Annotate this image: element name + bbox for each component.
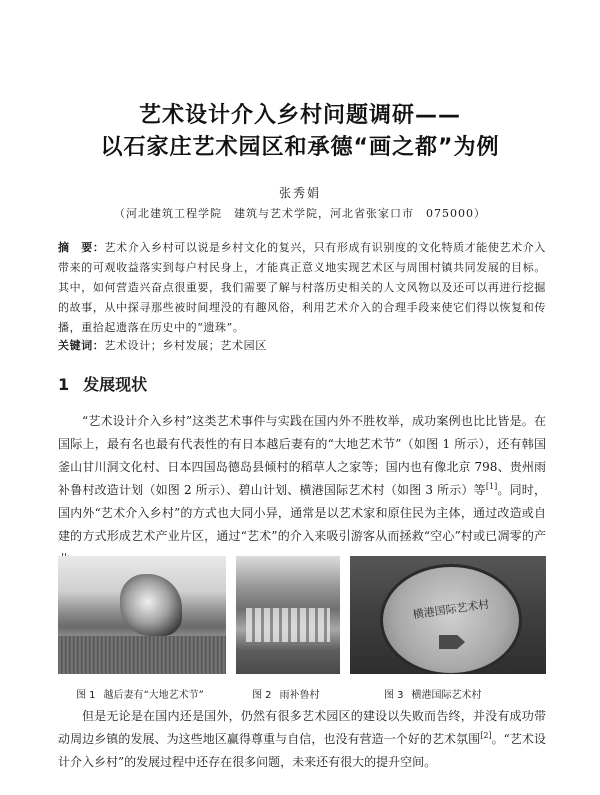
paragraph1-text: “艺术设计介入乡村”这类艺术事件与实践在国内外不胜枚举，成功案例也比比皆是。在国际上，最有名也最有代表性的有日本越后妻有的“大地艺术节”（如图 1 所示），还有韩国釜山甘川洞文化村、日本四国岛德岛县倾村的稻草人之家等；国内也有像北京 798、贵州雨补鲁村改造计划（如图 2 所示）、碧山计划、横港国际艺术村（如图 3 所示）等 xyxy=(58,414,546,497)
body-paragraph-2 xyxy=(58,705,546,774)
figure-3-number: 图 3 xyxy=(384,690,404,701)
author-affiliation: （河北建筑工程学院 建筑与艺术学院，河北省张家口市 075000） xyxy=(114,207,486,220)
round-sign xyxy=(380,564,522,674)
arrow-icon xyxy=(439,635,465,649)
paper-title-line1: 艺术设计介入乡村问题调研—— xyxy=(138,103,461,128)
abstract-text: 艺术介入乡村可以说是乡村文化的复兴，只有形成有识别度的文化特质才能使艺术介入带来的可观收益落实到每户村民身上，才能真正意义地实现艺术区与周围村镇共同发展的目标。其中，如何营造兴奋点很重要，我们需要了解与村落历史相关的人文风物以及还可以再进行挖掘的故事，从中探寻那些被时间埋没的有趣风俗，利用艺术介入的合理手段来使它们得以恢复和传播，重拾起遗落在历史中的“遗珠”。 xyxy=(58,241,547,334)
sculpture-shape xyxy=(120,574,182,636)
section-number: 1 xyxy=(58,375,70,394)
figure-2-caption xyxy=(252,686,320,701)
figure-2-caption-text: 雨补鲁村 xyxy=(279,690,320,701)
section-title: 发展现状 xyxy=(83,375,148,394)
sign-text: 横港国际艺术村 xyxy=(412,597,491,622)
abstract-label: 摘 要： xyxy=(58,241,105,254)
figure-1-number: 图 1 xyxy=(76,690,96,701)
body-paragraph-1 xyxy=(58,410,546,571)
figure-3-caption-text: 横港国际艺术村 xyxy=(411,690,482,701)
keywords-label: 关键词： xyxy=(58,339,105,352)
paragraph1-text-after: 。同时，国内外“艺术介入乡村”的方式也大同小异，通常是以艺术家和原住民为主体，通过改造或自建的方式形成艺术产业片区，通过“艺术”的介入来吸引游客从而拯救“空心”村或已凋零的产 xyxy=(58,483,546,543)
keywords-text: 艺术设计；乡村发展；艺术园区 xyxy=(104,339,267,352)
author-name: 张秀娟 xyxy=(278,186,321,200)
figure-1-image xyxy=(58,556,226,674)
citation-2[interactable]: [2] xyxy=(480,731,492,740)
paper-title-line2: 以石家庄艺术园区和承德“画之都”为例 xyxy=(100,135,500,160)
figure-1-caption-text: 越后妻有“大地艺术节” xyxy=(103,690,204,701)
village-houses xyxy=(246,608,330,642)
section-heading xyxy=(58,372,147,395)
paragraph2-text: 但是无论是在国内还是国外，仍然有很多艺术园区的建设以失败而告终，并没有成功带动周边乡镇的发展、为这些地区赢得尊重与自信，也没有营造一个好的艺术氛围 xyxy=(58,709,546,746)
keywords xyxy=(58,336,546,356)
paragraph2-text-after: 。“艺术设计介入乡村”的发展过程中还存在很多问题，未来还有很大的提升空间。 xyxy=(58,732,546,769)
abstract xyxy=(58,238,546,338)
figure-3-caption xyxy=(384,686,482,701)
citation-1[interactable]: [1] xyxy=(485,482,498,491)
grass-field xyxy=(58,636,226,674)
figure-1-caption xyxy=(76,686,204,701)
figure-2-number: 图 2 xyxy=(252,690,272,701)
figure-3-image xyxy=(350,556,546,674)
figure-2-image xyxy=(236,556,340,674)
